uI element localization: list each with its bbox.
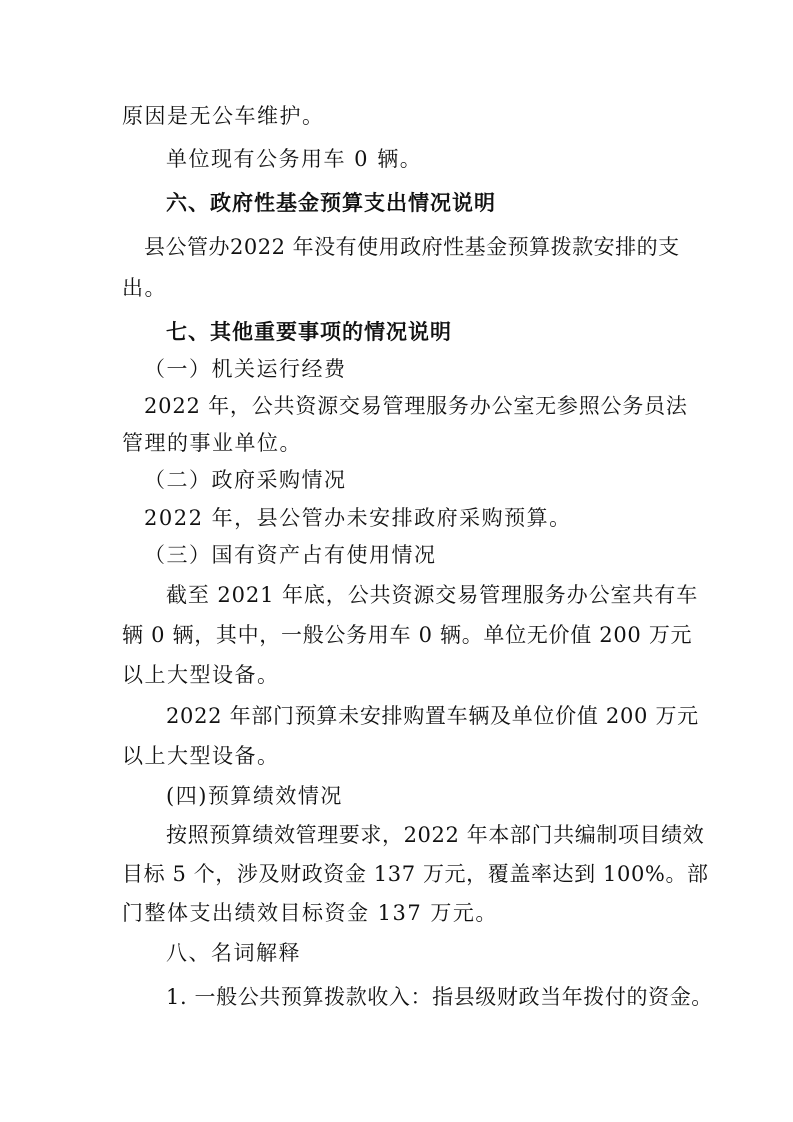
section-heading-8: 八、名词解释 — [166, 941, 301, 965]
subsection-heading: (四)预算绩效情况 — [166, 784, 343, 808]
paragraph-line: 单位现有公务用车 0 辆。 — [166, 147, 423, 171]
paragraph-line: 2022 年，县公管办未安排政府采购预算。 — [144, 506, 572, 530]
paragraph-line: 原因是无公车维护。 — [122, 104, 325, 128]
paragraph-line: 出。 — [122, 276, 167, 300]
paragraph-line: 2022 年，公共资源交易管理服务办公室无参照公务员法 — [144, 394, 688, 418]
paragraph-line: 2022 年部门预算未安排购置车辆及单位价值 200 万元 — [166, 704, 699, 728]
paragraph-line: 截至 2021 年底，公共资源交易管理服务办公室共有车 — [166, 583, 699, 607]
paragraph-line: 县公管办2022 年没有使用政府性基金预算拨款安排的支 — [144, 235, 680, 259]
paragraph-line: 门整体支出绩效目标资金 137 万元。 — [122, 901, 498, 925]
section-heading-6: 六、政府性基金预算支出情况说明 — [166, 191, 496, 215]
subsection-heading: （二）政府采购情况 — [144, 468, 347, 492]
subsection-heading: （三）国有资产占有使用情况 — [144, 543, 437, 567]
paragraph-line: 目标 5 个，涉及财政资金 137 万元，覆盖率达到 100%。部 — [122, 862, 709, 886]
paragraph-line: 管理的事业单位。 — [122, 431, 302, 455]
paragraph-line: 以上大型设备。 — [122, 663, 280, 687]
subsection-heading: （一）机关运行经费 — [144, 357, 347, 381]
paragraph-line: 以上大型设备。 — [122, 744, 280, 768]
paragraph-line: 1. 一般公共预算拨款收入：指县级财政当年拨付的资金。 — [166, 985, 713, 1009]
section-heading-7: 七、其他重要事项的情况说明 — [166, 320, 452, 344]
paragraph-line: 辆 0 辆，其中，一般公务用车 0 辆。单位无价值 200 万元 — [122, 623, 693, 647]
paragraph-line: 按照预算绩效管理要求，2022 年本部门共编制项目绩效 — [166, 823, 705, 847]
